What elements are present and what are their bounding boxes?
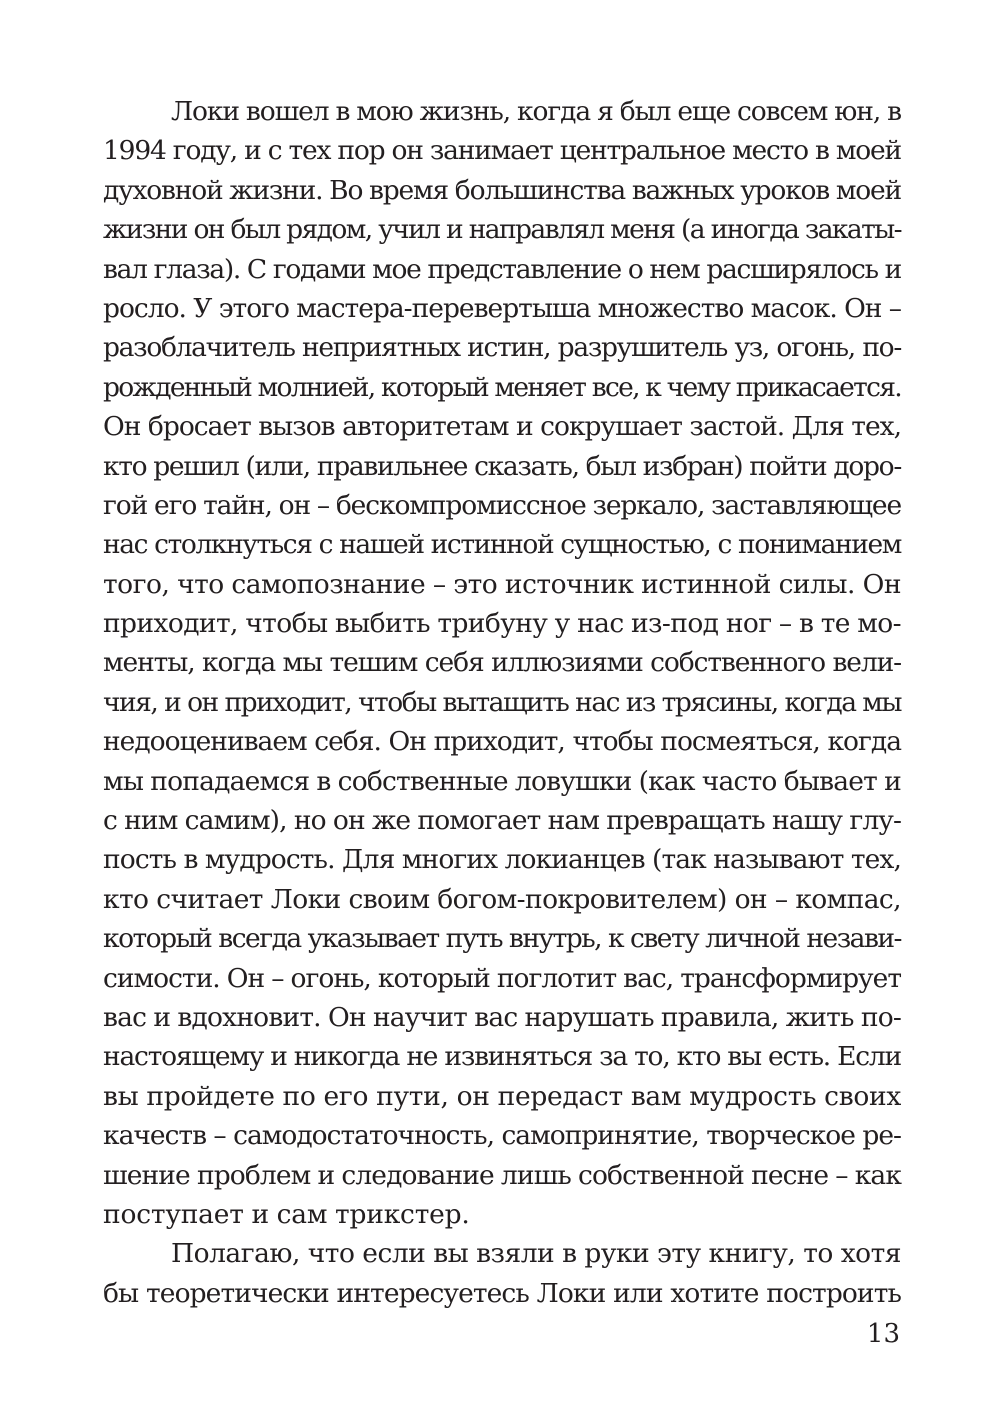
text-line: вас и вдохновит. Он научит вас нарушать правила, жить по- xyxy=(103,1001,901,1033)
text-line: рожденный молнией, который меняет все, к чему прикасается. xyxy=(103,371,901,403)
text-line: того, что самопознание – это источник истинной силы. Он xyxy=(103,568,901,600)
text-line: Он бросает вызов авторитетам и сокрушает застой. Для тех, xyxy=(103,411,901,443)
text-line: менты, когда мы тешим себя иллюзиями собственного вели- xyxy=(103,647,901,679)
text-line: чия, и он приходит, чтобы вытащить нас из трясины, когда мы xyxy=(103,686,901,718)
text-line: росло. У этого мастера-перевертыша множество масок. Он – xyxy=(103,292,901,324)
text-line: который всегда указывает путь внутрь, к свету личной незави- xyxy=(103,923,901,955)
text-line: разоблачитель неприятных истин, разрушитель уз, огонь, по- xyxy=(103,332,901,364)
text-line: жизни он был рядом, учил и направлял меня (а иногда закаты- xyxy=(103,214,901,246)
text-line: недооцениваем себя. Он приходит, чтобы посмеяться, когда xyxy=(103,726,901,758)
text-line: гой его тайн, он – бескомпромиссное зеркало, заставляющее xyxy=(103,489,902,521)
text-line: кто считает Локи своим богом-покровителем) он – компас, xyxy=(103,883,901,915)
text-line: кто решил (или, правильнее сказать, был избран) пойти доро- xyxy=(103,450,901,482)
text-line: вал глаза). С годами мое представление о нем расширялось и xyxy=(103,253,901,285)
text-line: Полагаю, что если вы взяли в руки эту книгу, то хотя xyxy=(171,1238,901,1270)
text-line: вы пройдете по его пути, он передаст вам мудрость своих xyxy=(103,1080,901,1112)
paragraph xyxy=(103,92,901,1234)
text-line: мы попадаемся в собственные ловушки (как часто бывает и xyxy=(103,765,901,797)
text-line: качеств – самодостаточность, самопринятие, творческое ре- xyxy=(103,1120,901,1152)
paragraph xyxy=(103,1234,901,1313)
text-line: Локи вошел в мою жизнь, когда я был еще совсем юн, в xyxy=(171,96,901,127)
text-line: духовной жизни. Во время большинства важных уроков моей xyxy=(103,174,901,206)
text-line: 1994 году, и с тех пор он занимает центральное место в моей xyxy=(103,135,901,167)
page-number: 13 xyxy=(866,1319,900,1349)
text-line: бы теоретически интересуетесь Локи или хотите построить xyxy=(103,1277,901,1309)
text-line: настоящему и никогда не извиняться за то, кто вы есть. Если xyxy=(103,1041,901,1073)
text-line: приходит, чтобы выбить трибуну у нас из-под ног – в те мо- xyxy=(103,608,901,640)
text-line: шение проблем и следование лишь собственной песне – как xyxy=(103,1159,901,1191)
text-line: с ним самим), но он же помогает нам превращать нашу глу- xyxy=(103,805,901,837)
text-line: поступает и сам трикстер. xyxy=(103,1198,470,1230)
text-line: пость в мудрость. Для многих локианцев (так называют тех, xyxy=(103,844,901,876)
text-line: симости. Он – огонь, который поглотит вас, трансформирует xyxy=(103,962,901,994)
body-text xyxy=(103,92,901,1313)
text-line: нас столкнуться с нашей истинной сущностью, с пониманием xyxy=(103,529,901,561)
